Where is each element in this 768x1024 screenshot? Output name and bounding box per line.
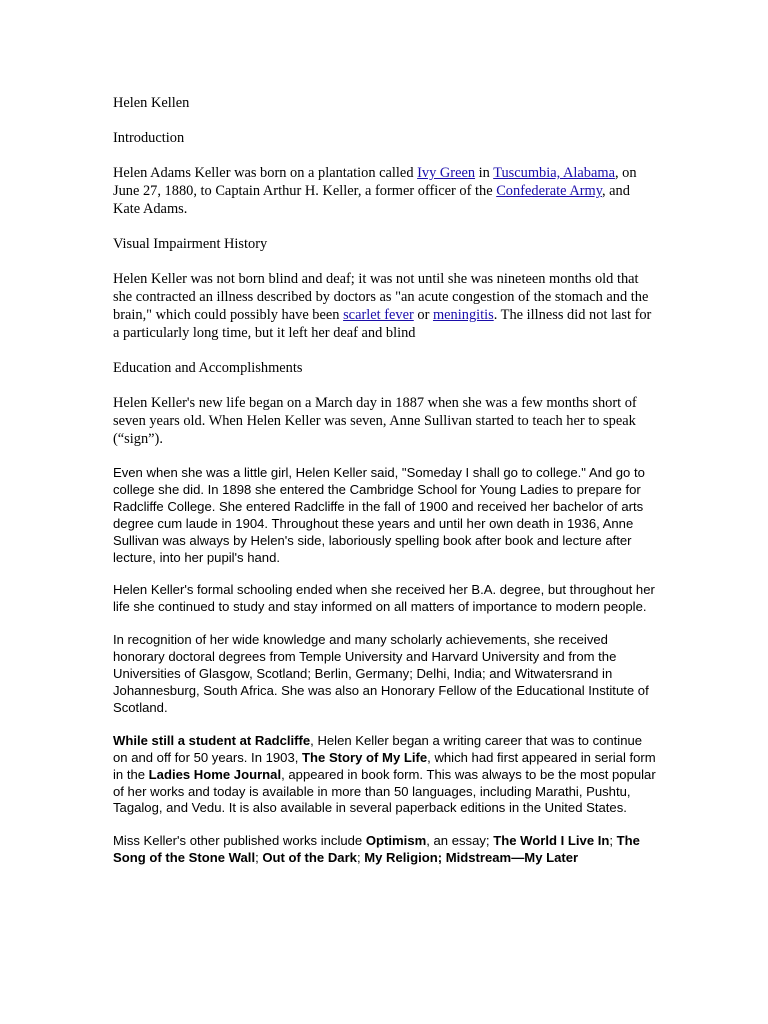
text-run: or	[413, 307, 433, 323]
bold-run: The World I Live In	[493, 833, 610, 849]
document-page	[113, 94, 658, 883]
education-paragraph-2: Even when she was a little girl, Helen Keller said, "Someday I shall go to college." And go to college she did. In 1898 she entered the Cambridge School for Young Ladies to prepare for Radcliffe College. She entered Radcliffe in the fall of 1900 and received her bachelor of arts degree cum laude in 1904. Throughout these years and until her own death in 1936, Anne Sullivan was always by Helen's side, laboriously spelling book after book and lecture after lecture, into her pupil's hand.	[113, 465, 645, 565]
link-tuscumbia-alabama[interactable]: Tuscumbia, Alabama	[493, 165, 615, 181]
section-heading-education: Education and Accomplishments	[113, 360, 303, 376]
writing-career-paragraph	[113, 733, 658, 818]
bold-run: Optimism	[365, 833, 427, 849]
text-run: in	[475, 165, 494, 181]
text-run: ;	[255, 850, 263, 866]
published-works-paragraph	[113, 833, 658, 867]
bold-run: My Religion; Midstream—My Later	[364, 850, 579, 866]
text-run: , on June 27, 1880, to Captain Arthur H. Keller, a former officer of the	[113, 165, 637, 199]
section-heading-introduction: Introduction	[113, 130, 185, 146]
link-confederate-army[interactable]: Confederate Army	[496, 183, 602, 199]
link-scarlet-fever[interactable]: scarlet fever	[343, 307, 414, 323]
section-heading-visual-impairment: Visual Impairment History	[113, 236, 268, 252]
visual-impairment-paragraph	[113, 270, 658, 342]
intro-paragraph	[113, 164, 658, 218]
education-paragraph-3: Helen Keller's formal schooling ended when she received her B.A. degree, but throughout her life she continued to study and stay informed on all matters of importance to modern people.	[113, 582, 655, 615]
bold-run: The Song of the Stone Wall	[113, 833, 640, 866]
text-run: , Helen Keller began a writing career that was to continue on and off for 50 years. In 1903,	[113, 732, 643, 765]
text-run: , and Kate Adams.	[113, 183, 630, 217]
document-title: Helen Kellen	[113, 95, 190, 111]
link-ivy-green[interactable]: Ivy Green	[417, 165, 476, 181]
link-meningitis[interactable]: meningitis	[432, 307, 494, 323]
education-paragraph-4: In recognition of her wide knowledge and many scholarly achievements, she received honorary doctoral degrees from Temple University and Harvard University and from the Universities of Glasgow, Scotland; Berlin, Germany; Delhi, India; and Witwatersrand in Johannesburg, South Africa. She was also an Honorary Fellow of the Educational Institute of Scotland.	[113, 632, 649, 715]
bold-run: Ladies Home Journal	[148, 766, 282, 782]
text-run: ;	[609, 833, 617, 849]
bold-run: Out of the Dark	[262, 850, 357, 866]
text-run: , appeared in book form. This was always to be the most popular of her works and today is available in more than 50 languages, including Marathi, Pushtu, Tagalog, and Vedu. It is also available in several paperback editions in the United States.	[113, 766, 656, 816]
text-run: . The illness did not last for a particularly long time, but it left her deaf and blind	[113, 307, 652, 341]
text-run: Helen Keller was not born blind and deaf; it was not until she was nineteen months old that she contracted an illness described by doctors as "an acute congestion of the stomach and the brain," which could possibly have been	[113, 271, 649, 323]
text-run: Miss Keller's other published works include	[113, 833, 366, 849]
text-run: ;	[356, 850, 365, 866]
bold-run: The Story of My Life	[302, 749, 428, 765]
bold-run: While still a student at Radcliffe	[113, 732, 311, 748]
text-run: , an essay;	[426, 833, 494, 849]
text-run: , which had first appeared in serial form in the	[113, 749, 656, 782]
text-run: Helen Adams Keller was born on a plantation called	[113, 165, 418, 181]
education-paragraph-1: Helen Keller's new life began on a March day in 1887 when she was a few months short of seven years old. When Helen Keller was seven, Anne Sullivan started to teach her to speak (“sign”).	[113, 395, 637, 447]
